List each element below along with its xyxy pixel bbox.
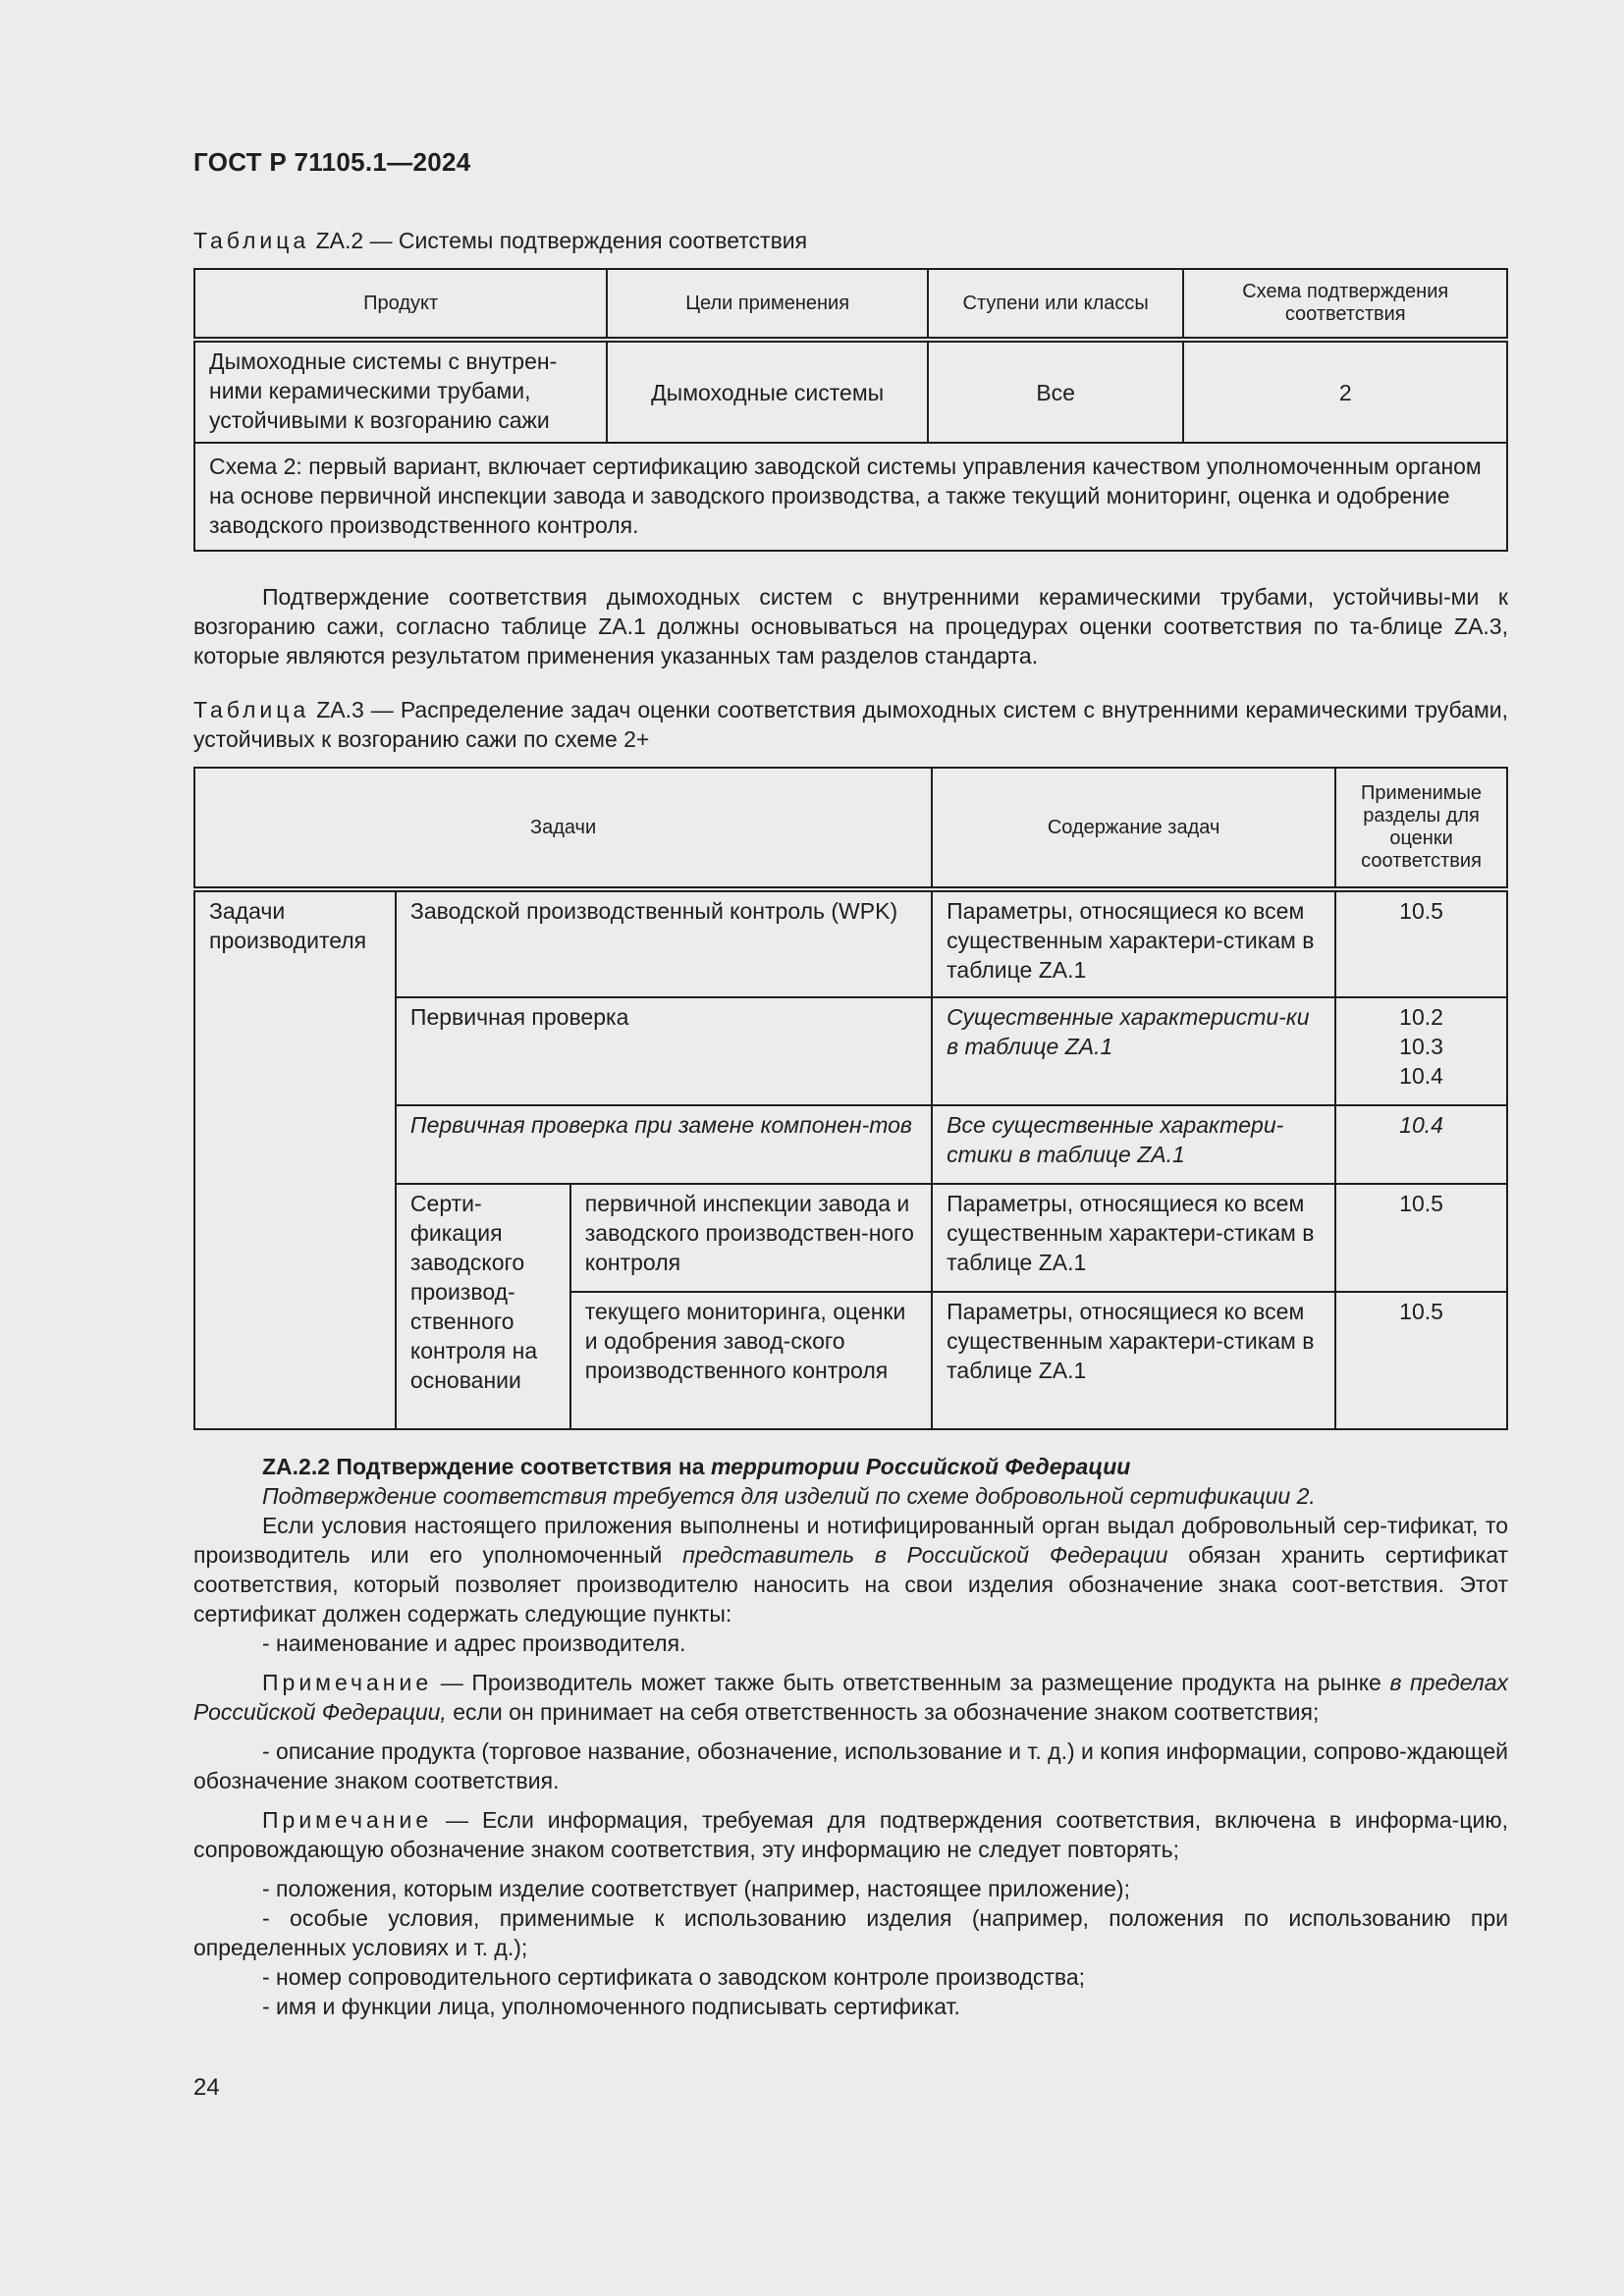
list-item: - номер сопроводительного сертификата о заводском контроле производства; <box>262 1964 1086 1990</box>
sections-cell: 10.2 10.3 10.4 <box>1335 997 1507 1105</box>
content-cell: Все существенные характери-стики в таблице ZA.1 <box>932 1105 1335 1184</box>
sections-cell: 10.4 <box>1335 1105 1507 1184</box>
group-label-cell: Задачи производителя <box>194 889 396 1429</box>
list-item: - особые условия, применимые к использованию изделия (например, положения по использованию при определенных условиях и т. д.); <box>193 1905 1508 1960</box>
content-cell: Параметры, относящиеся ко всем существенным характери-стикам в таблице ZA.1 <box>932 889 1335 997</box>
italic-requirement-line: Подтверждение соответствия требуется для изделий по схеме добровольной сертификации 2. <box>262 1483 1316 1509</box>
product-cell: Дымоходные системы с внутрен-ними керамическими трубами, устойчивыми к возгоранию сажи <box>194 340 607 443</box>
purpose-cell: Дымоходные системы <box>607 340 928 443</box>
paragraph-conformity: Подтверждение соответствия дымоходных систем с внутренними керамическими трубами, устойчивы-ми к возгоранию сажи, согласно таблице ZA.1 должны основываться на процедурах оценки соответствия по та-блице ZA.3, которые являются результатом применения указанных там разделов стандарта. <box>193 584 1508 668</box>
task-cell: текущего мониторинга, оценки и одобрения завод-ского производственного контроля <box>570 1292 932 1429</box>
scheme-cell: 2 <box>1183 340 1507 443</box>
section-za22 <box>193 1452 1508 2021</box>
table-za2-caption <box>193 226 1508 255</box>
scheme-note-cell: Схема 2: первый вариант, включает сертификацию заводской системы управления качеством уполномоченным органом на основе первичной инспекции завода и заводского производства, а также текущий мониторинг, оценка и одобрение заводского производственного контроля. <box>194 443 1507 551</box>
sections-cell: 10.5 <box>1335 1184 1507 1292</box>
section-heading: ZA.2.2 Подтверждение соответствия на территории Российской Федерации <box>262 1454 1131 1479</box>
column-header-purpose: Цели применения <box>607 269 928 340</box>
table-caption-text: ZA.2 — Системы подтверждения соответствия <box>315 228 808 253</box>
table-caption-text: ZA.3 — Распределение задач оценки соответствия дымоходных систем с внутренними керамическими трубами, устойчивых к возгоранию сажи по схеме 2+ <box>193 697 1508 752</box>
column-header-scheme: Схема подтверждения соответствия <box>1183 269 1507 340</box>
page-number: 24 <box>193 2074 220 2101</box>
certification-label-cell: Серти-фикация заводского производ-ственного контроля на основании <box>396 1184 570 1429</box>
content-cell: Параметры, относящиеся ко всем существенным характери-стикам в таблице ZA.1 <box>932 1292 1335 1429</box>
table-za3 <box>193 767 1508 1430</box>
task-cell: Первичная проверка <box>396 997 932 1105</box>
column-header-content: Содержание задач <box>932 768 1335 889</box>
note-paragraph: Примечание — Если информация, требуемая для подтверждения соответствия, включена в информа-цию, сопровождающую обозначение знаком соответствия, эту информацию не следует повторять; <box>193 1807 1508 1862</box>
list-item: - наименование и адрес производителя. <box>262 1630 686 1656</box>
table-za2 <box>193 268 1508 552</box>
note-paragraph: Примечание — Производитель может также быть ответственным за размещение продукта на рынке в пределах Российской Федерации, если он принимает на себя ответственность за обозначение знаком соответствия; <box>193 1670 1509 1725</box>
task-cell: Заводской производственный контроль (WPK) <box>396 889 932 997</box>
column-header-sections: Применимые разделы для оценки соответствия <box>1335 768 1507 889</box>
table-za3-caption <box>193 695 1508 754</box>
list-item: - положения, которым изделие соответствует (например, настоящее приложение); <box>262 1876 1130 1901</box>
list-item: - описание продукта (торговое название, обозначение, использование и т. д.) и копия информации, сопрово-ждающей обозначение знаком соответствия. <box>193 1738 1508 1793</box>
table-caption-word: Таблица <box>193 228 310 253</box>
sections-cell: 10.5 <box>1335 1292 1507 1429</box>
task-cell: первичной инспекции завода и заводского производствен-ного контроля <box>570 1184 932 1292</box>
certificate-paragraph: Если условия настоящего приложения выполнены и нотифицированный орган выдал добровольный сер-тификат, то производитель или его уполномоченный представитель в Российской Федерации обязан хранить сертификат соответствия, который позволяет производителю наносить на свои изделия обозначение знака соот-ветствия. Этот сертификат должен содержать следующие пункты: <box>193 1513 1509 1627</box>
column-header-tasks: Задачи <box>194 768 932 889</box>
table-caption-word: Таблица <box>193 697 310 722</box>
classes-cell: Все <box>928 340 1184 443</box>
column-header-product: Продукт <box>194 269 607 340</box>
content-cell: Существенные характеристи-ки в таблице ZA.1 <box>932 997 1335 1105</box>
list-item: - имя и функции лица, уполномоченного подписывать сертификат. <box>262 1994 960 2019</box>
content-cell: Параметры, относящиеся ко всем существенным характери-стикам в таблице ZA.1 <box>932 1184 1335 1292</box>
table-row <box>194 340 1507 443</box>
column-header-classes: Ступени или классы <box>928 269 1184 340</box>
task-cell: Первичная проверка при замене компонен-тов <box>396 1105 932 1184</box>
table-row <box>194 889 1507 997</box>
sections-cell: 10.5 <box>1335 889 1507 997</box>
document-code-header: ГОСТ Р 71105.1—2024 <box>193 147 471 177</box>
